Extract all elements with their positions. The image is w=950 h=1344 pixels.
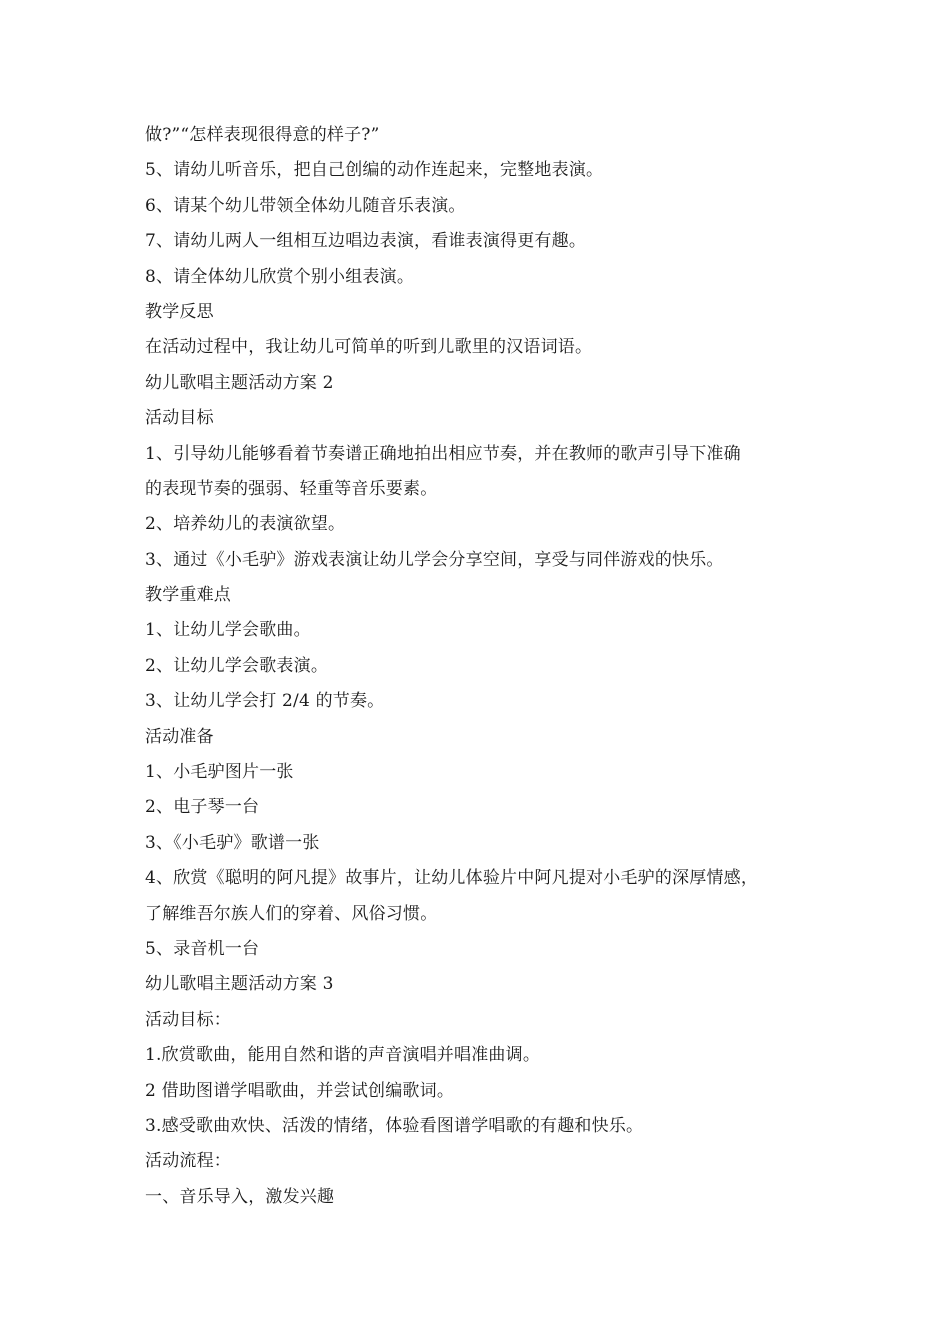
- list-item: 2、电子琴一台: [145, 797, 260, 818]
- list-item: 4、欣赏《聪明的阿凡提》故事片，让幼儿体验片中阿凡提对小毛驴的深厚情感，: [145, 868, 759, 889]
- list-item: 2、培养幼儿的表演欲望。: [145, 514, 346, 535]
- section-heading: 活动目标：: [145, 1009, 231, 1030]
- list-item: 1.欣赏歌曲，能用自然和谐的声音演唱并唱准曲调。: [145, 1045, 541, 1066]
- list-item: 5、请幼儿听音乐，把自己创编的动作连起来，完整地表演。: [145, 160, 604, 181]
- section-heading: 教学反思: [145, 301, 214, 322]
- list-item: 7、请幼儿两人一组相互边唱边表演，看谁表演得更有趣。: [145, 231, 587, 252]
- list-item: 3、让幼儿学会打 2/4 的节奏。: [145, 691, 385, 712]
- text-line: 在活动过程中，我让幼儿可简单的听到儿歌里的汉语词语。: [145, 337, 593, 358]
- text-line: 的表现节奏的强弱、轻重等音乐要素。: [145, 478, 438, 499]
- text-line: 做?”“怎样表现很得意的样子?”: [145, 125, 380, 145]
- list-item: 2、让幼儿学会歌表演。: [145, 655, 329, 676]
- list-item: 3、《小毛驴》歌谱一张: [145, 832, 320, 853]
- list-item: 3、通过《小毛驴》游戏表演让幼儿学会分享空间，享受与同伴游戏的快乐。: [145, 549, 724, 570]
- section-heading: 教学重难点: [145, 585, 231, 606]
- list-item: 一、音乐导入，激发兴趣: [145, 1186, 335, 1207]
- document-body: [145, 118, 825, 1215]
- list-item: 2 借助图谱学唱歌曲，并尝试创编歌词。: [145, 1080, 455, 1101]
- list-item: 1、引导幼儿能够看着节奏谱正确地拍出相应节奏，并在教师的歌声引导下准确: [145, 443, 741, 464]
- plan-title: 幼儿歌唱主题活动方案 3: [145, 974, 334, 995]
- list-item: 6、请某个幼儿带领全体幼儿随音乐表演。: [145, 195, 466, 216]
- text-line: 了解维吾尔族人们的穿着、风俗习惯。: [145, 903, 438, 924]
- section-heading: 活动准备: [145, 726, 214, 747]
- plan-title: 幼儿歌唱主题活动方案 2: [145, 372, 334, 393]
- section-heading: 活动目标: [145, 408, 214, 429]
- section-heading: 活动流程：: [145, 1151, 231, 1172]
- list-item: 8、请全体幼儿欣赏个别小组表演。: [145, 266, 415, 287]
- list-item: 5、录音机一台: [145, 938, 260, 959]
- list-item: 3.感受歌曲欢快、活泼的情绪，体验看图谱学唱歌的有趣和快乐。: [145, 1115, 644, 1136]
- list-item: 1、小毛驴图片一张: [145, 762, 294, 783]
- list-item: 1、让幼儿学会歌曲。: [145, 620, 311, 641]
